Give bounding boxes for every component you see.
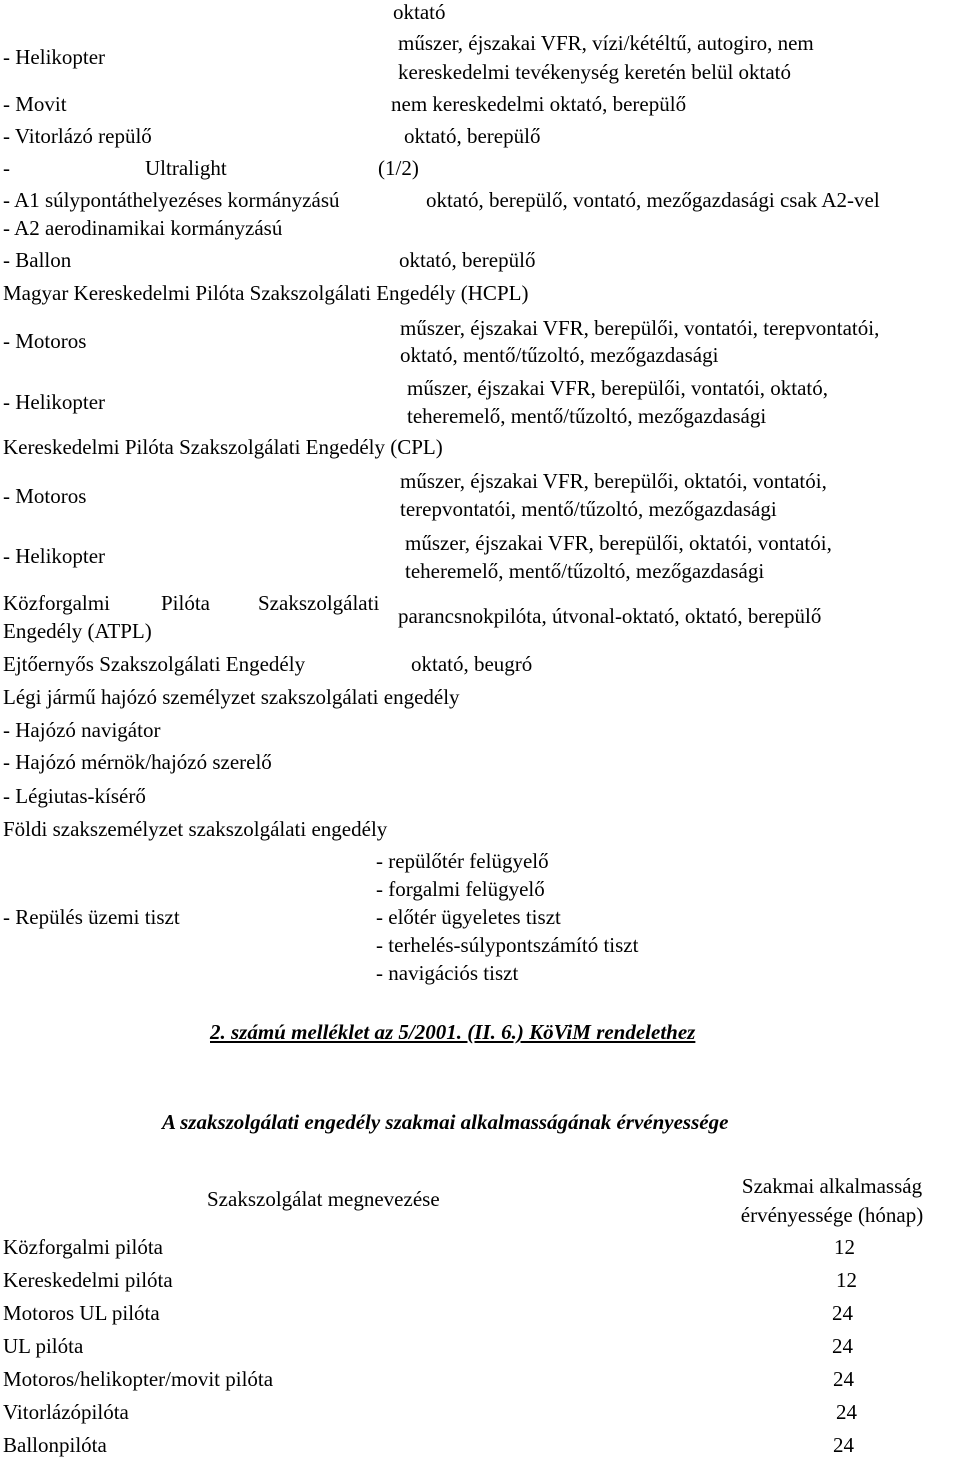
row-value: oktató bbox=[393, 0, 446, 24]
annex-title: 2. számú melléklet az 5/2001. (II. 6.) KöViM rendelethez bbox=[210, 1020, 696, 1044]
row-label: - Helikopter bbox=[3, 390, 106, 414]
row-value: műszer, éjszakai VFR, berepülői, oktatói, vontatói, bbox=[405, 531, 832, 555]
row-value: oktató, berepülő bbox=[404, 124, 541, 148]
row-value: (1/2) bbox=[378, 156, 419, 180]
section-heading: Ejtőernyős Szakszolgálati Engedély bbox=[3, 652, 306, 676]
row-value-item: - navigációs tiszt bbox=[376, 961, 519, 985]
row-value: műszer, éjszakai VFR, vízi/kétéltű, autogiro, nem bbox=[398, 31, 814, 55]
row-value-line2: oktató, mentő/tűzoltó, mezőgazdasági bbox=[400, 343, 719, 367]
row-label-word: Szakszolgálati bbox=[258, 591, 380, 615]
row-value-item: - előtér ügyeletes tiszt bbox=[376, 905, 561, 929]
row-name: Ballonpilóta bbox=[3, 1433, 107, 1457]
row-value: oktató, berepülő bbox=[399, 248, 536, 272]
column-header-value-line2: érvényessége (hónap) bbox=[740, 1203, 924, 1227]
section-heading: Magyar Kereskedelmi Pilóta Szakszolgálati Engedély (HCPL) bbox=[3, 281, 529, 305]
row-months: 24 bbox=[833, 1367, 854, 1391]
row-value-line2: teheremelő, mentő/tűzoltó, mezőgazdasági bbox=[407, 404, 767, 428]
row-label-word: Közforgalmi bbox=[3, 591, 110, 615]
row-label: - Movit bbox=[3, 92, 67, 116]
row-label: - Helikopter bbox=[3, 45, 106, 69]
validity-title: A szakszolgálati engedély szakmai alkalmasságának érvényessége bbox=[162, 1110, 729, 1134]
row-value-line2: teheremelő, mentő/tűzoltó, mezőgazdasági bbox=[405, 559, 765, 583]
section-heading: Légi jármű hajózó személyzet szakszolgálati engedély bbox=[3, 685, 460, 709]
row-value: oktató, berepülő, vontató, mezőgazdasági csak A2-vel bbox=[426, 188, 880, 212]
row-months: 24 bbox=[836, 1400, 857, 1424]
row-months: 12 bbox=[834, 1235, 855, 1259]
row-name: UL pilóta bbox=[3, 1334, 84, 1358]
row-value: műszer, éjszakai VFR, berepülői, oktatói, vontatói, bbox=[400, 469, 827, 493]
row-value-item: - repülőtér felügyelő bbox=[376, 849, 549, 873]
row-label: Ultralight bbox=[145, 156, 227, 180]
row-months: 12 bbox=[836, 1268, 857, 1292]
row-label: - bbox=[3, 156, 10, 180]
row-value: műszer, éjszakai VFR, berepülői, vontatói, terepvontatói, bbox=[400, 316, 880, 340]
row-value: parancsnokpilóta, útvonal-oktató, oktató, berepülő bbox=[398, 604, 822, 628]
row-label: - Vitorlázó repülő bbox=[3, 124, 152, 148]
row-value-line2: terepvontatói, mentő/tűzoltó, mezőgazdasági bbox=[400, 497, 777, 521]
row-label: - A2 aerodinamikai kormányzású bbox=[3, 216, 283, 240]
row-label: - Repülés üzemi tiszt bbox=[3, 905, 180, 929]
row-name: Közforgalmi pilóta bbox=[3, 1235, 163, 1259]
row-label: - A1 súlypontáthelyezéses kormányzású bbox=[3, 188, 340, 212]
row-label: - Ballon bbox=[3, 248, 72, 272]
row-months: 24 bbox=[832, 1301, 853, 1325]
row-label: - Helikopter bbox=[3, 544, 106, 568]
row-name: Vitorlázópilóta bbox=[3, 1400, 129, 1424]
row-name: Kereskedelmi pilóta bbox=[3, 1268, 173, 1292]
row-months: 24 bbox=[832, 1334, 853, 1358]
column-header-value-line1: Szakmai alkalmasság bbox=[741, 1174, 923, 1198]
row-value: oktató, beugró bbox=[411, 652, 533, 676]
row-name: Motoros/helikopter/movit pilóta bbox=[3, 1367, 274, 1391]
row-value: műszer, éjszakai VFR, berepülői, vontatói, oktató, bbox=[407, 376, 829, 400]
row-label: - Hajózó mérnök/hajózó szerelő bbox=[3, 750, 272, 774]
row-value-line2: kereskedelmi tevékenység keretén belül oktató bbox=[398, 60, 792, 84]
row-value-item: - terhelés-súlypontszámító tiszt bbox=[376, 933, 639, 957]
row-months: 24 bbox=[833, 1433, 854, 1457]
row-label: - Motoros bbox=[3, 484, 87, 508]
row-value: nem kereskedelmi oktató, berepülő bbox=[391, 92, 687, 116]
row-value-item: - forgalmi felügyelő bbox=[376, 877, 545, 901]
row-label: - Légiutas-kísérő bbox=[3, 784, 146, 808]
row-label: - Hajózó navigátor bbox=[3, 718, 161, 742]
row-name: Motoros UL pilóta bbox=[3, 1301, 160, 1325]
column-header-name: Szakszolgálat megnevezése bbox=[207, 1187, 440, 1211]
section-heading: Kereskedelmi Pilóta Szakszolgálati Engedély (CPL) bbox=[3, 435, 443, 459]
row-label: - Motoros bbox=[3, 329, 87, 353]
section-heading: Földi szakszemélyzet szakszolgálati engedély bbox=[3, 817, 388, 841]
row-label-word: Pilóta bbox=[161, 591, 211, 615]
row-label-line2: Engedély (ATPL) bbox=[3, 619, 152, 643]
